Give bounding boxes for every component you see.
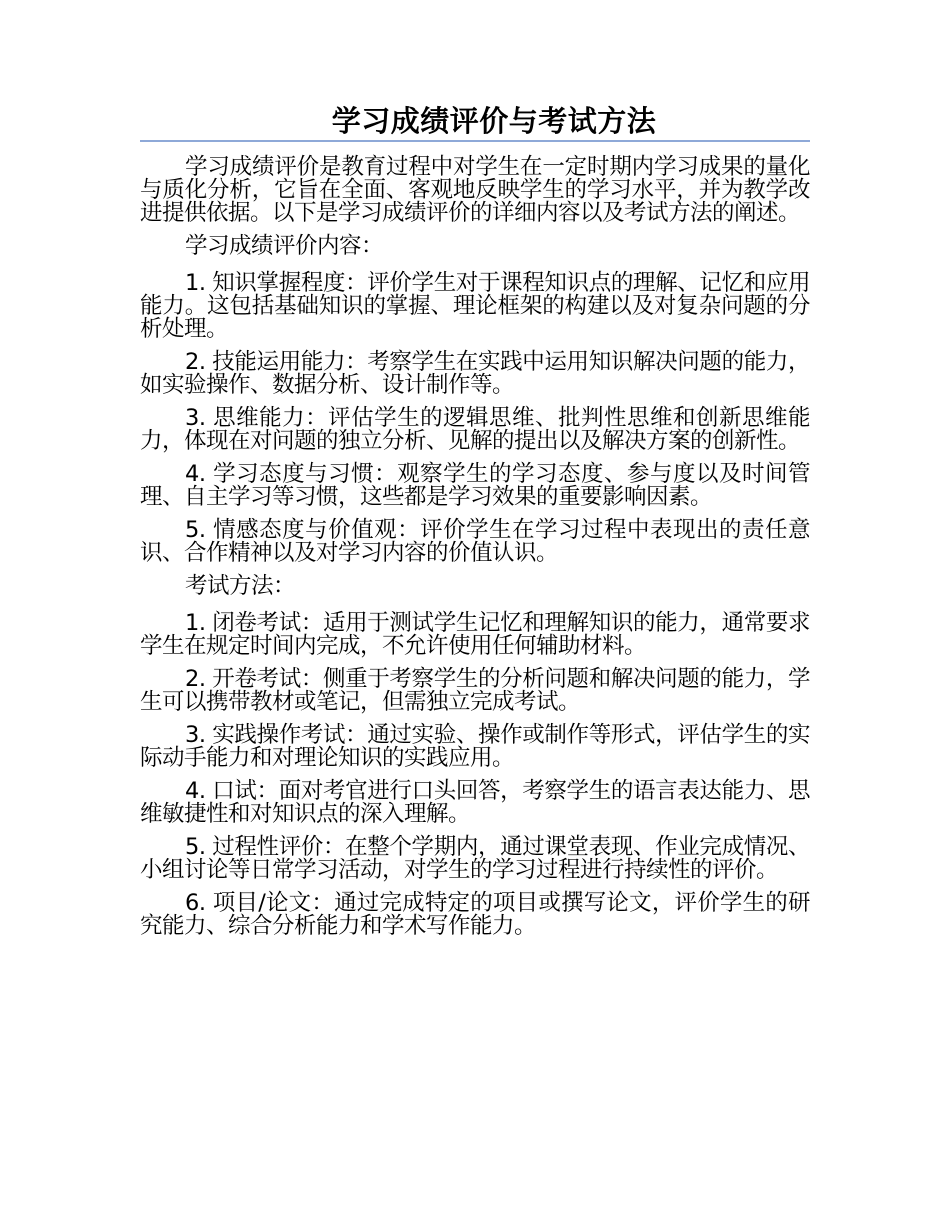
evaluation-item: 5. 情感态度与价值观：评价学生在学习过程中表现出的责任意识、合作精神以及对学习内容的价值认识。	[140, 517, 810, 566]
evaluation-item: 1. 知识掌握程度：评价学生对于课程知识点的理解、记忆和应用能力。这包括基础知识的掌握、理论框架的构建以及对复杂问题的分析处理。	[140, 270, 810, 342]
section-heading-exam-methods: 考试方法：	[185, 573, 296, 599]
document-page	[140, 102, 810, 948]
exam-method-item: 5. 过程性评价：在整个学期内，通过课堂表现、作业完成情况、小组讨论等日常学习活动，对学生的学习过程进行持续性的评价。	[140, 834, 810, 883]
exam-method-item: 6. 项目/论文：通过完成特定的项目或撰写论文，评价学生的研究能力、综合分析能力和学术写作能力。	[140, 890, 810, 939]
exam-method-item: 4. 口试：面对考官进行口头回答，考察学生的语言表达能力、思维敏捷性和对知识点的深入理解。	[140, 778, 810, 827]
document-body	[140, 156, 810, 938]
evaluation-item: 4. 学习态度与习惯：观察学生的学习态度、参与度以及时间管理、自主学习等习惯，这些都是学习效果的重要影响因素。	[140, 461, 810, 510]
intro-paragraph: 学习成绩评价是教育过程中对学生在一定时期内学习成果的量化与质化分析，它旨在全面、客观地反映学生的学习水平，并为教学改进提供依据。以下是学习成绩评价的详细内容以及考试方法的阐述。	[140, 154, 810, 226]
evaluation-item: 2. 技能运用能力：考察学生在实践中运用知识解决问题的能力，如实验操作、数据分析、设计制作等。	[140, 349, 810, 398]
exam-method-item: 1. 闭卷考试：适用于测试学生记忆和理解知识的能力，通常要求学生在规定时间内完成，不允许使用任何辅助材料。	[140, 610, 810, 659]
document-title: 学习成绩评价与考试方法	[140, 102, 810, 142]
section-heading-evaluation: 学习成绩评价内容：	[185, 233, 384, 259]
exam-method-item: 3. 实践操作考试：通过实验、操作或制作等形式，评估学生的实际动手能力和对理论知识的实践应用。	[140, 722, 810, 771]
evaluation-item: 3. 思维能力：评估学生的逻辑思维、批判性思维和创新思维能力，体现在对问题的独立分析、见解的提出以及解决方案的创新性。	[140, 405, 810, 454]
exam-method-item: 2. 开卷考试：侧重于考察学生的分析问题和解决问题的能力，学生可以携带教材或笔记，但需独立完成考试。	[140, 666, 810, 715]
